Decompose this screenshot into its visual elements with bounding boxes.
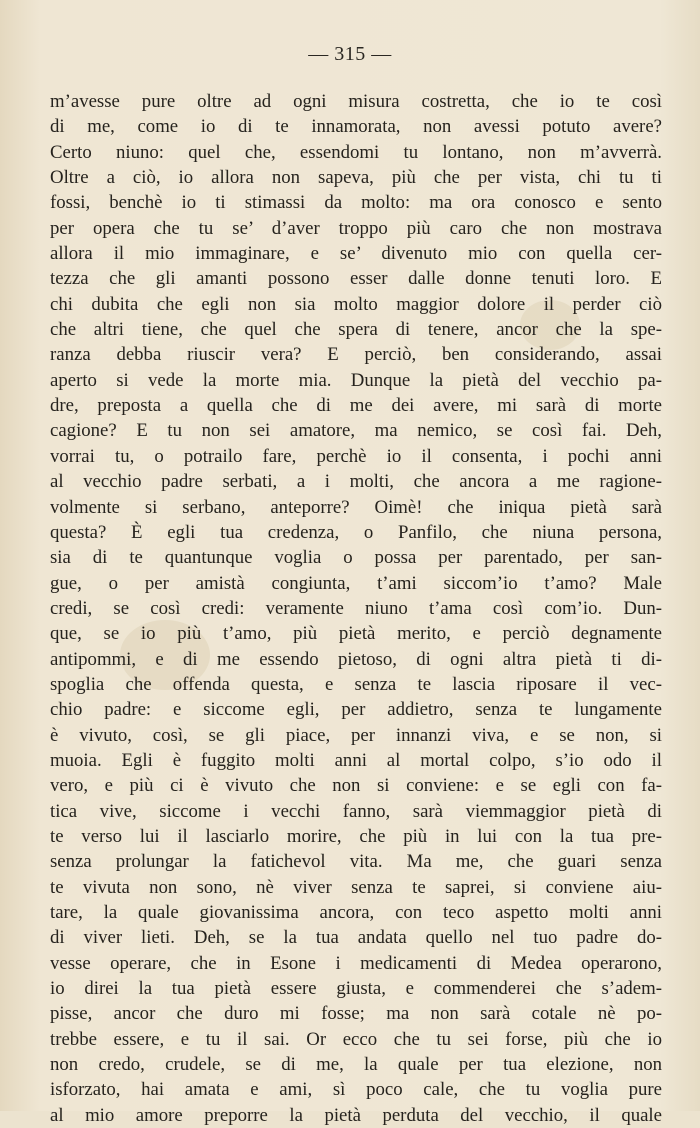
text-line: isforzato, hai amata e ami, sì poco cale, che tu voglia pure (50, 1079, 662, 1101)
text-line: gue, o per amistà congiunta, t’ami siccom’io t’amo? Male (50, 572, 662, 594)
text-line: chi dubita che egli non sia molto maggior dolore il perder ciò (50, 293, 662, 315)
text-line: te verso lui il lasciarlo morire, che più in lui con la tua pre- (50, 825, 662, 847)
text-line: non credo, crudele, se di me, la quale per tua elezione, non (50, 1054, 662, 1076)
text-line: vorrai tu, o potrailo fare, perchè io il consenta, i pochi anni (50, 445, 662, 467)
text-line: tica vive, siccome i vecchi fanno, sarà viemmaggior pietà di (50, 800, 662, 822)
page-number: — 315 — (308, 43, 392, 65)
text-line: io direi la tua pietà essere giusta, e commenderei che s’adem- (50, 978, 662, 1000)
text-line: vesse operare, che in Esone i medicamenti di Medea operarono, (50, 952, 662, 974)
text-line: volmente si serbano, anteporre? Oimè! che iniqua pietà sarà (50, 496, 662, 518)
body-text (50, 89, 662, 1128)
text-line: que, se io più t’amo, più pietà merito, e perciò degnamente (50, 623, 662, 645)
text-line: al vecchio padre serbati, a i molti, che ancora a me ragione- (50, 471, 662, 493)
text-line: chio padre: e siccome egli, per addietro, senza te lungamente (50, 699, 662, 721)
text-line: te vivuta non sono, nè viver senza te saprei, si conviene aiu- (50, 876, 662, 898)
text-line: è vivuto, così, se gli piace, per innanzi viva, e se non, si (50, 724, 662, 746)
text-line: senza prolungar la fatichevol vita. Ma me, che guari senza (50, 851, 662, 873)
text-line: allora il mio immaginare, e se’ divenuto mio con quella cer- (50, 243, 662, 265)
text-line: muoia. Egli è fuggito molti anni al mortal colpo, s’io odo il (50, 749, 662, 771)
text-line: al mio amore preporre la pietà perduta del vecchio, il quale (50, 1104, 662, 1126)
text-line: tare, la quale giovanissima ancora, con teco aspetto molti anni (50, 902, 662, 923)
text-line: Oltre a ciò, io allora non sapeva, più che per vista, chi tu ti (50, 167, 662, 189)
text-line: trebbe essere, e tu il sai. Or ecco che tu sei forse, più che io (50, 1028, 662, 1050)
text-line: di viver lieti. Deh, se la tua andata quello nel tuo padre do- (50, 927, 662, 949)
text-line: spoglia che offenda questa, e senza te lascia riposare il vec- (50, 673, 662, 695)
text-line: fossi, benchè io ti stimassi da molto: ma ora conosco e sento (50, 192, 662, 214)
text-line: sia di te quantunque voglia o possa per parentado, per san- (50, 547, 662, 569)
text-line: aperto si vede la morte mia. Dunque la pietà del vecchio pa- (50, 369, 662, 391)
text-line: dre, preposta a quella che di me dei avere, mi sarà di morte (50, 395, 662, 417)
text-line: vero, e più ci è vivuto che non si conviene: e se egli con fa- (50, 775, 662, 797)
text-line: ranza debba riuscir vera? E perciò, ben considerando, assai (50, 344, 662, 366)
text-line: che altri tiene, che quel che spera di tenere, ancor che la spe- (50, 319, 662, 341)
text-line: credi, se così credi: veramente niuno t’ama così com’io. Dun- (50, 597, 662, 619)
text-line: antipommi, e di me essendo pietoso, di ogni altra pietà ti di- (50, 648, 662, 670)
text-line: cagione? E tu non sei amatore, ma nemico, se così fai. Deh, (50, 420, 662, 442)
text-line: questa? È egli tua credenza, o Panfilo, che niuna persona, (50, 521, 662, 543)
text-line: m’avesse pure oltre ad ogni misura costretta, che io te così (50, 91, 662, 112)
text-line: tezza che gli amanti possono esser dalle donne tenuti loro. E (50, 268, 662, 290)
text-line: Certo niuno: quel che, essendomi tu lontano, non m’avverrà. (50, 141, 662, 163)
text-line: di me, come io di te innamorata, non avessi potuto avere? (50, 116, 662, 138)
text-line: per opera che tu se’ d’aver troppo più caro che non mostrava (50, 217, 662, 239)
text-line: pisse, ancor che duro mi fosse; ma non sarà cotale nè po- (50, 1003, 662, 1025)
